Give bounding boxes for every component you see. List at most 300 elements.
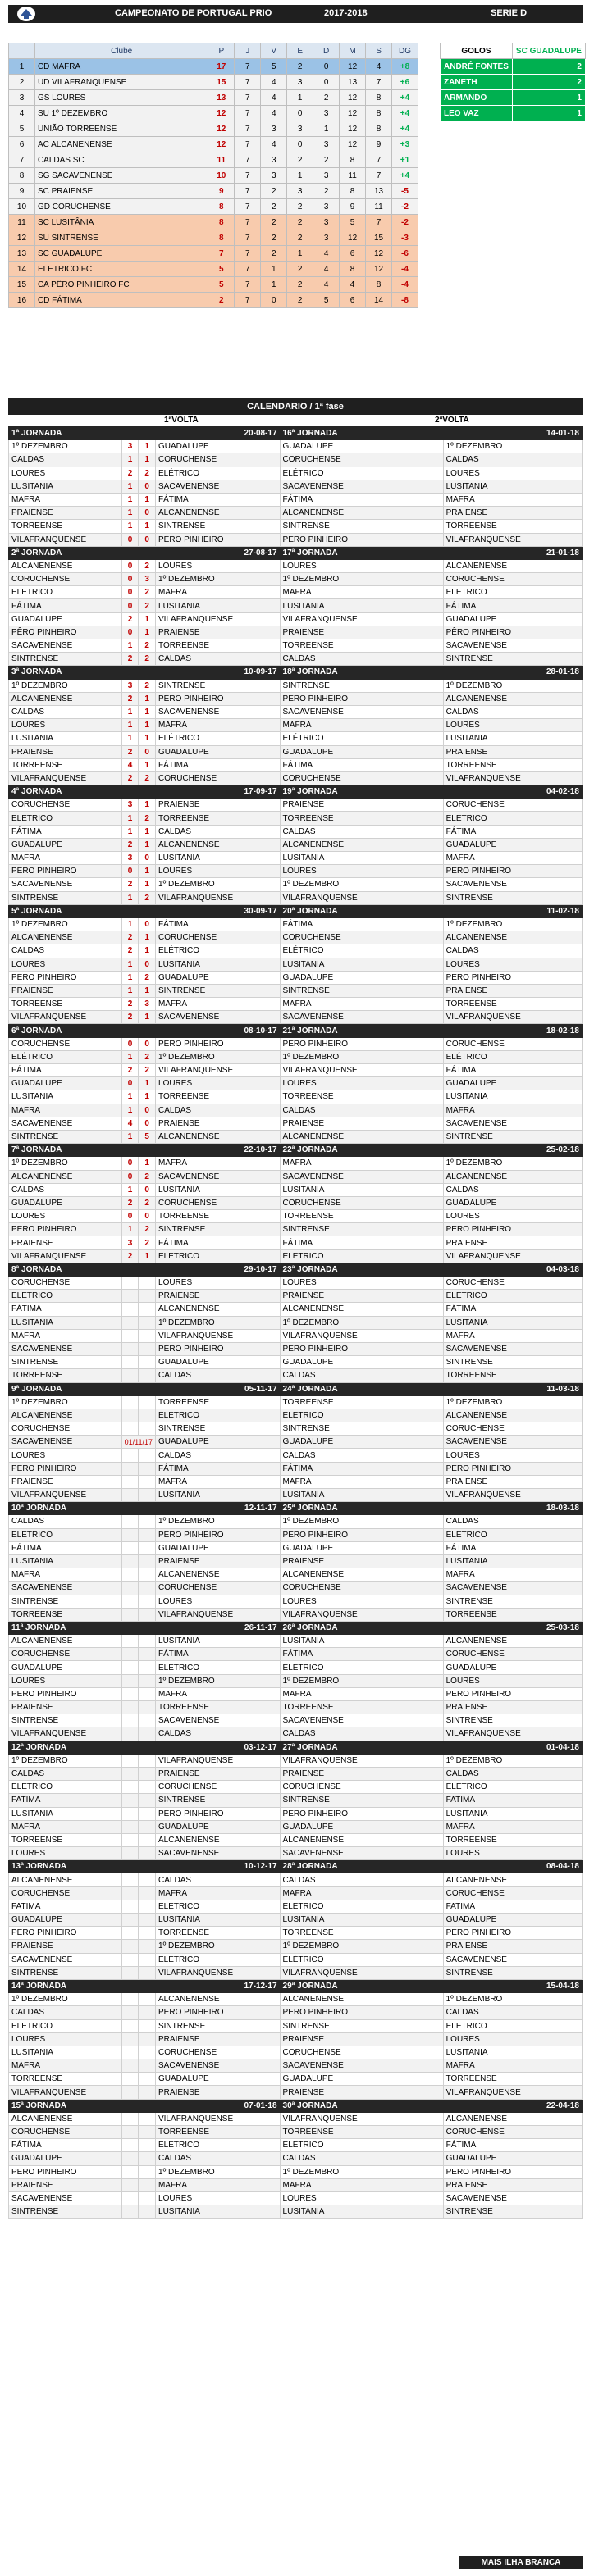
home-team-return: VILAFRANQUENSE [280, 1064, 443, 1077]
away-score: 2 [139, 679, 156, 692]
match-row [9, 1037, 583, 1050]
home-team-return: VILAFRANQUENSE [280, 612, 443, 626]
goal-difference: +3 [392, 137, 418, 152]
away-team-return: CORUCHENSE [443, 1277, 582, 1290]
home-score [121, 1462, 139, 1475]
home-team: TORREENSE [9, 520, 122, 533]
home-score [121, 1515, 139, 1528]
scorer-goals: 1 [512, 90, 585, 106]
round-label-return: 27ª JORNADA [280, 1741, 443, 1754]
away-team-return: PRAIENSE [443, 1940, 582, 1953]
home-score: 4 [121, 758, 139, 771]
home-team: LOURES [9, 467, 122, 480]
match-row [9, 2178, 583, 2191]
home-team-return: TORREENSE [280, 1395, 443, 1409]
home-team-return: VILAFRANQUENSE [280, 1966, 443, 1979]
home-team-return: TORREENSE [280, 812, 443, 825]
away-team-return: MAFRA [443, 1568, 582, 1582]
home-team-return: PRAIENSE [280, 2032, 443, 2046]
away-score [139, 1993, 156, 2006]
away-team-return: TORREENSE [443, 2073, 582, 2086]
home-team: GUADALUPE [9, 1914, 122, 1927]
match-row [9, 1449, 583, 1462]
away-team: LUSITANIA [156, 852, 281, 865]
home-team: VILAFRANQUENSE [9, 1011, 122, 1024]
home-team-return: MAFRA [280, 998, 443, 1011]
away-score [139, 1833, 156, 1846]
away-team-return: ALCANENENSE [443, 2112, 582, 2125]
away-team-return: CALDAS [443, 453, 582, 467]
home-team-return: ELÉTRICO [280, 732, 443, 745]
away-score [139, 1807, 156, 1820]
col-header: S [366, 43, 392, 59]
standings-row [9, 137, 418, 152]
away-team-return: CALDAS [443, 944, 582, 958]
losses: 2 [313, 184, 340, 199]
away-team: 1º DEZEMBRO [156, 573, 281, 586]
home-team: ELETRICO [9, 1290, 122, 1303]
away-score: 1 [139, 838, 156, 851]
home-team: CALDAS [9, 453, 122, 467]
away-score [139, 2046, 156, 2059]
away-score [139, 2191, 156, 2205]
away-score: 3 [139, 573, 156, 586]
home-score [121, 1873, 139, 1886]
away-team-return: LOURES [443, 2032, 582, 2046]
played: 7 [235, 152, 261, 168]
home-team: CALDAS [9, 1767, 122, 1780]
home-team: GUADALUPE [9, 838, 122, 851]
goals-against: 7 [366, 152, 392, 168]
round-header [9, 1621, 583, 1634]
away-team-return: FÁTIMA [443, 1541, 582, 1554]
round-label-return: 18ª JORNADA [280, 666, 443, 679]
match-row [9, 1436, 583, 1449]
away-team-return: CORUCHENSE [443, 799, 582, 812]
home-score [121, 1303, 139, 1316]
home-score: 1 [121, 917, 139, 931]
home-score: 2 [121, 838, 139, 851]
home-score [121, 1475, 139, 1488]
standings-row [9, 246, 418, 262]
standings-row [9, 121, 418, 137]
home-score [121, 1568, 139, 1582]
home-team-return: 1º DEZEMBRO [280, 1674, 443, 1687]
round-label-return: 20ª JORNADA [280, 904, 443, 917]
round-label: 3ª JORNADA [9, 666, 122, 679]
away-score: 2 [139, 971, 156, 984]
match-row [9, 573, 583, 586]
home-team-return: MAFRA [280, 1886, 443, 1900]
away-score: 1 [139, 440, 156, 453]
goals-against: 15 [366, 230, 392, 246]
away-score: 1 [139, 1077, 156, 1090]
home-score [121, 1409, 139, 1422]
match-row [9, 2046, 583, 2059]
home-team: PRAIENSE [9, 1940, 122, 1953]
home-team: FÁTIMA [9, 825, 122, 838]
home-team-return: ELÉTRICO [280, 467, 443, 480]
home-score: 1 [121, 507, 139, 520]
home-team: SACAVENENSE [9, 1342, 122, 1355]
match-row [9, 2165, 583, 2178]
home-team: PERO PINHEIRO [9, 1462, 122, 1475]
away-score: 2 [139, 1050, 156, 1063]
away-team: LUSITANIA [156, 599, 281, 612]
home-score [121, 1528, 139, 1541]
match-row [9, 1462, 583, 1475]
away-team-return: SINTRENSE [443, 1130, 582, 1143]
home-score: 2 [121, 692, 139, 705]
match-row [9, 1781, 583, 1794]
away-team: MAFRA [156, 719, 281, 732]
club-name: AC ALCANENENSE [34, 137, 208, 152]
away-team-return: ELETRICO [443, 1290, 582, 1303]
away-team-return: LUSITANIA [443, 1807, 582, 1820]
match-row [9, 507, 583, 520]
away-team-return: TORREENSE [443, 1369, 582, 1382]
away-team-return: SINTRENSE [443, 1595, 582, 1608]
home-score: 1 [121, 732, 139, 745]
away-team: PERO PINHEIRO [156, 1807, 281, 1820]
home-team-return: PERO PINHEIRO [280, 2006, 443, 2019]
home-team-return: LUSITANIA [280, 852, 443, 865]
points: 10 [208, 168, 235, 184]
home-team-return: ALCANENENSE [280, 838, 443, 851]
away-score [139, 1290, 156, 1303]
home-team: MAFRA [9, 1104, 122, 1117]
draws: 3 [287, 121, 313, 137]
away-score [139, 1914, 156, 1927]
match-row [9, 1342, 583, 1355]
home-score [121, 1687, 139, 1700]
away-team-return: ELETRICO [443, 2019, 582, 2032]
goal-difference: +4 [392, 121, 418, 137]
away-team: CALDAS [156, 1873, 281, 1886]
away-team: PERO PINHEIRO [156, 692, 281, 705]
home-team: ALCANENENSE [9, 1170, 122, 1183]
home-team: CALDAS [9, 705, 122, 718]
away-team-return: CORUCHENSE [443, 1648, 582, 1661]
goal-difference: -2 [392, 215, 418, 230]
away-team: GUADALUPE [156, 1820, 281, 1833]
home-score [121, 1794, 139, 1807]
home-score [121, 1714, 139, 1727]
away-score: 1 [139, 705, 156, 718]
round-label: 13ª JORNADA [9, 1860, 122, 1873]
position: 12 [9, 230, 35, 246]
round-label-return: 28ª JORNADA [280, 1860, 443, 1873]
draws: 1 [287, 246, 313, 262]
home-team: TORREENSE [9, 1369, 122, 1382]
home-team-return: PRAIENSE [280, 626, 443, 639]
away-score [139, 1953, 156, 1966]
home-team: GUADALUPE [9, 1661, 122, 1674]
away-score: 1 [139, 732, 156, 745]
draws: 2 [287, 277, 313, 293]
home-score: 1 [121, 719, 139, 732]
home-team: TORREENSE [9, 1833, 122, 1846]
position: 4 [9, 106, 35, 121]
home-score [121, 2152, 139, 2165]
home-team-return: ALCANENENSE [280, 1568, 443, 1582]
played: 7 [235, 246, 261, 262]
home-team: ELETRICO [9, 812, 122, 825]
played: 7 [235, 75, 261, 90]
away-score [139, 2126, 156, 2139]
away-score: 1 [139, 1157, 156, 1170]
home-score [121, 1727, 139, 1741]
club-name: SU 1º DEZEMBRO [34, 106, 208, 121]
home-team: LUSITANIA [9, 732, 122, 745]
away-score: 0 [139, 533, 156, 546]
draws: 1 [287, 90, 313, 106]
losses: 3 [313, 215, 340, 230]
away-score [139, 1568, 156, 1582]
away-team: ALCANENENSE [156, 507, 281, 520]
away-team-return: 1º DEZEMBRO [443, 1395, 582, 1409]
home-team: ALCANENENSE [9, 1873, 122, 1886]
home-team: PRAIENSE [9, 2178, 122, 2191]
standings-row [9, 262, 418, 277]
match-row [9, 1807, 583, 1820]
away-team: CALDAS [156, 1449, 281, 1462]
points: 12 [208, 106, 235, 121]
away-team: SACAVENENSE [156, 480, 281, 493]
standings-row [9, 59, 418, 75]
away-team: ELÉTRICO [156, 944, 281, 958]
standings-row [9, 168, 418, 184]
away-team-return: FATIMA [443, 1794, 582, 1807]
match-row [9, 2205, 583, 2219]
away-team-return: LUSITANIA [443, 1316, 582, 1329]
match-row [9, 732, 583, 745]
round-date-return: 18-03-18 [443, 1502, 582, 1515]
match-row [9, 440, 583, 453]
away-team: LUSITANIA [156, 2205, 281, 2219]
away-team-return: MAFRA [443, 1820, 582, 1833]
away-team: LUSITANIA [156, 1635, 281, 1648]
goals-against: 7 [366, 168, 392, 184]
away-team-return: GUADALUPE [443, 838, 582, 851]
match-row [9, 1754, 583, 1767]
match-row [9, 944, 583, 958]
home-team: FÁTIMA [9, 599, 122, 612]
away-score: 2 [139, 586, 156, 599]
standings-row [9, 199, 418, 215]
away-score [139, 1316, 156, 1329]
away-team-return: CORUCHENSE [443, 1422, 582, 1436]
home-team-return: PRAIENSE [280, 2086, 443, 2099]
match-row [9, 679, 583, 692]
match-row [9, 1117, 583, 1130]
round-date: 27-08-17 [121, 546, 280, 559]
away-score: 2 [139, 771, 156, 785]
col-header: M [340, 43, 366, 59]
home-team: 1º DEZEMBRO [9, 1993, 122, 2006]
round-label-return: 25ª JORNADA [280, 1502, 443, 1515]
points: 8 [208, 215, 235, 230]
away-team-return: ALCANENENSE [443, 1873, 582, 1886]
away-score: 2 [139, 639, 156, 653]
away-team: CORUCHENSE [156, 453, 281, 467]
away-team-return: TORREENSE [443, 1833, 582, 1846]
match-row [9, 1914, 583, 1927]
home-score [121, 1914, 139, 1927]
away-team-return: PRAIENSE [443, 507, 582, 520]
points: 8 [208, 199, 235, 215]
season-label: 2017-2018 [324, 8, 368, 18]
away-team-return: SACAVENENSE [443, 1342, 582, 1355]
home-team-return: PRAIENSE [280, 1554, 443, 1568]
match-row [9, 1794, 583, 1807]
away-team: FÁTIMA [156, 917, 281, 931]
goal-difference: +4 [392, 106, 418, 121]
match-row [9, 2073, 583, 2086]
away-team-return: VILAFRANQUENSE [443, 533, 582, 546]
away-team-return: LUSITANIA [443, 732, 582, 745]
match-row [9, 865, 583, 878]
away-team: PRAIENSE [156, 2086, 281, 2099]
away-score [139, 1475, 156, 1488]
points: 13 [208, 90, 235, 106]
standings-row [9, 75, 418, 90]
home-score: 3 [121, 1236, 139, 1249]
home-team: MAFRA [9, 1568, 122, 1582]
away-team: GUADALUPE [156, 1356, 281, 1369]
round-label: 11ª JORNADA [9, 1621, 122, 1634]
away-score: 1 [139, 719, 156, 732]
match-row [9, 1395, 583, 1409]
round-label: 7ª JORNADA [9, 1144, 122, 1157]
home-team-return: FÁTIMA [280, 1648, 443, 1661]
away-team: VILAFRANQUENSE [156, 1064, 281, 1077]
home-team: 1º DEZEMBRO [9, 1754, 122, 1767]
home-team: 1º DEZEMBRO [9, 917, 122, 931]
home-score: 4 [121, 1117, 139, 1130]
home-team-return: PERO PINHEIRO [280, 692, 443, 705]
standings-row [9, 184, 418, 199]
losses: 2 [313, 90, 340, 106]
goal-difference: +6 [392, 75, 418, 90]
home-score: 1 [121, 1183, 139, 1196]
calendar-title: CALENDARIO / 1ª fase [8, 398, 583, 415]
away-team: CALDAS [156, 2152, 281, 2165]
round-date: 20-08-17 [121, 427, 280, 440]
match-row [9, 1130, 583, 1143]
away-team: CORUCHENSE [156, 1196, 281, 1209]
away-team: SINTRENSE [156, 520, 281, 533]
club-name: CA PÊRO PINHEIRO FC [34, 277, 208, 293]
match-row [9, 958, 583, 971]
away-team: PERO PINHEIRO [156, 533, 281, 546]
home-team-return: FÁTIMA [280, 493, 443, 506]
home-team-return: PERO PINHEIRO [280, 1528, 443, 1541]
header-bar [8, 5, 583, 23]
club-name: UNIÃO TORREENSE [34, 121, 208, 137]
round-label-return: 21ª JORNADA [280, 1024, 443, 1037]
away-team: CORUCHENSE [156, 2046, 281, 2059]
away-score [139, 2073, 156, 2086]
away-team: LOURES [156, 559, 281, 572]
away-team-return: CALDAS [443, 705, 582, 718]
match-row [9, 984, 583, 997]
scorer-goals: 2 [512, 75, 585, 90]
away-team-return: VILAFRANQUENSE [443, 1727, 582, 1741]
home-team: GUADALUPE [9, 1196, 122, 1209]
away-team-return: LOURES [443, 1210, 582, 1223]
away-team-return: CALDAS [443, 1183, 582, 1196]
away-team: 1º DEZEMBRO [156, 1050, 281, 1063]
goals-against: 8 [366, 277, 392, 293]
points: 17 [208, 59, 235, 75]
home-team: ALCANENENSE [9, 931, 122, 944]
round-header [9, 666, 583, 679]
home-team-return: PRAIENSE [280, 1767, 443, 1780]
away-team-return: GUADALUPE [443, 1914, 582, 1927]
home-team: PRAIENSE [9, 1475, 122, 1488]
match-row [9, 1223, 583, 1236]
home-team-return: MAFRA [280, 1475, 443, 1488]
away-team-return: FÁTIMA [443, 825, 582, 838]
away-score [139, 1608, 156, 1621]
goal-difference: -2 [392, 199, 418, 215]
away-score: 2 [139, 467, 156, 480]
away-team-return: SACAVENENSE [443, 2191, 582, 2205]
round-date-return: 11-02-18 [443, 904, 582, 917]
home-team-return: CALDAS [280, 2152, 443, 2165]
match-row [9, 559, 583, 572]
match-row [9, 1515, 583, 1528]
home-team: FÁTIMA [9, 1064, 122, 1077]
away-team-return: 1º DEZEMBRO [443, 917, 582, 931]
match-row [9, 1767, 583, 1780]
home-team: VILAFRANQUENSE [9, 1489, 122, 1502]
away-team: TORREENSE [156, 1701, 281, 1714]
home-score: 1 [121, 971, 139, 984]
goals-against: 14 [366, 293, 392, 308]
home-team-return: SACAVENENSE [280, 1714, 443, 1727]
away-team-return: PRAIENSE [443, 1475, 582, 1488]
played: 7 [235, 184, 261, 199]
round-date: 07-01-18 [121, 2099, 280, 2112]
away-team: VILAFRANQUENSE [156, 1754, 281, 1767]
match-row [9, 771, 583, 785]
played: 7 [235, 277, 261, 293]
away-score: 0 [139, 507, 156, 520]
away-team: PRAIENSE [156, 1554, 281, 1568]
home-team-return: CORUCHENSE [280, 1582, 443, 1595]
away-team: MAFRA [156, 1475, 281, 1488]
away-score [139, 1595, 156, 1608]
home-team: PERO PINHEIRO [9, 971, 122, 984]
away-score [139, 1329, 156, 1342]
match-row [9, 1900, 583, 1913]
scorer-row [441, 90, 586, 106]
round-label: 10ª JORNADA [9, 1502, 122, 1515]
match-row [9, 1582, 583, 1595]
home-team: CORUCHENSE [9, 1422, 122, 1436]
home-score: 0 [121, 559, 139, 572]
match-row [9, 745, 583, 758]
home-score [121, 1966, 139, 1979]
goals-for: 4 [340, 277, 366, 293]
round-header [9, 1502, 583, 1515]
home-score [121, 1395, 139, 1409]
match-row [9, 878, 583, 891]
match-row [9, 2059, 583, 2073]
points: 7 [208, 246, 235, 262]
